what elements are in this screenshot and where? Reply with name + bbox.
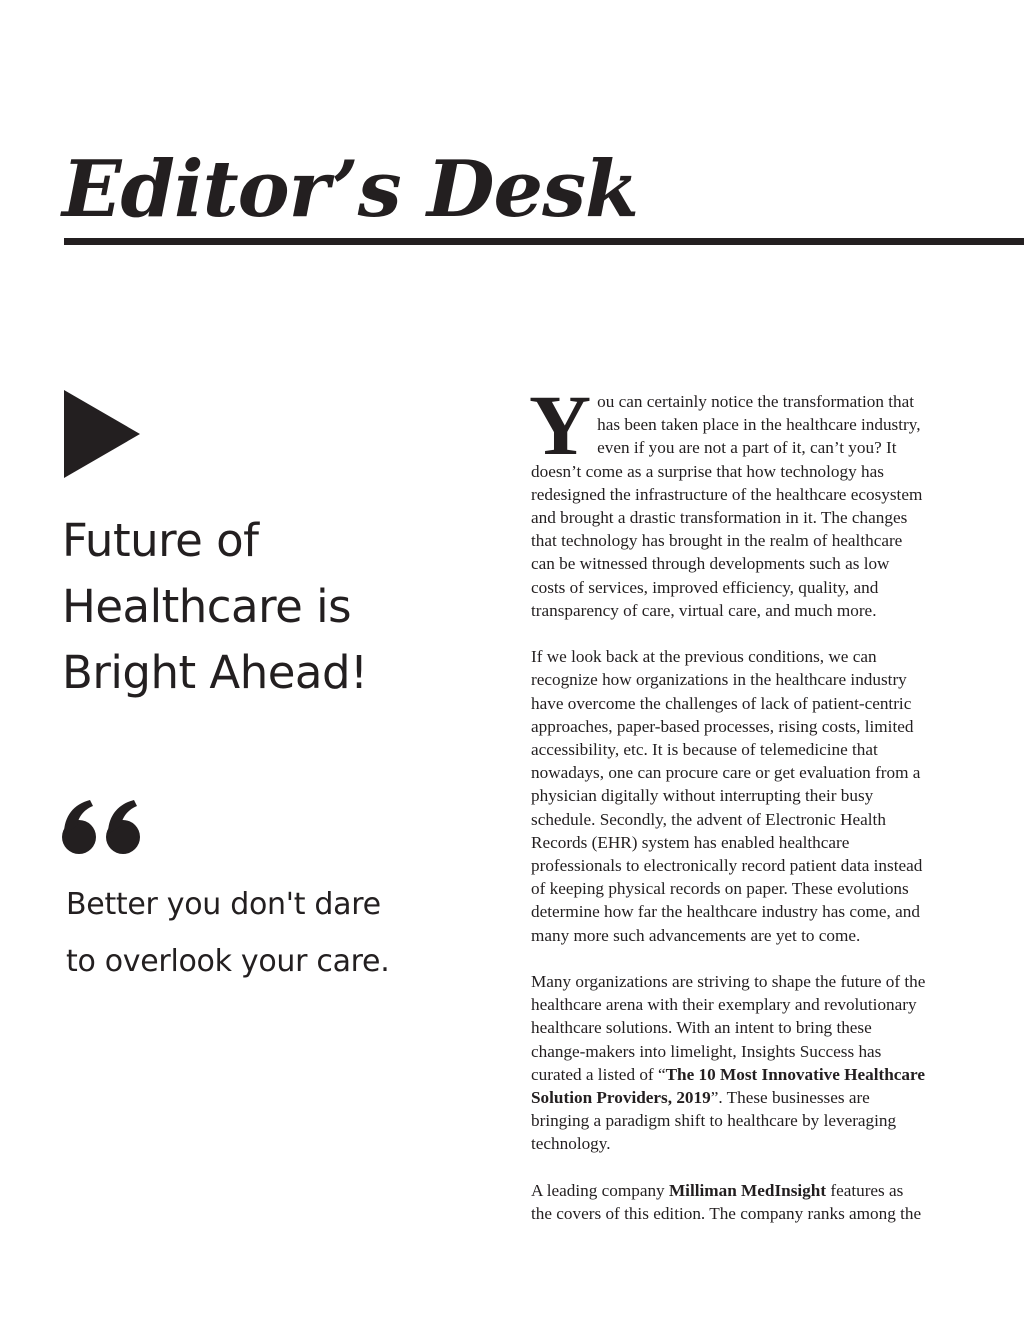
text-line <box>531 1179 965 1202</box>
text-segment: curated a listed of “ <box>531 1064 666 1084</box>
text-line: bringing a paradigm shift to healthcare by leveraging <box>531 1111 897 1131</box>
article-paragraph <box>531 1179 965 1225</box>
text-line: transparency of care, virtual care, and much more. <box>531 600 877 620</box>
text-line: accessibility, etc. It is because of telemedicine that <box>531 740 878 760</box>
text-line: of keeping physical records on paper. These evolutions <box>531 879 909 899</box>
quote-line: to overlook your care. <box>66 944 390 979</box>
article-paragraph <box>531 970 965 1156</box>
text-line: even if you are not a part of it, can’t you? It <box>597 438 897 458</box>
play-triangle-icon <box>64 390 140 478</box>
headline-line: Future of <box>62 514 259 567</box>
text-line: healthcare solutions. With an intent to bring these <box>531 1018 872 1038</box>
text-line: change-makers into limelight, Insights Success has <box>531 1041 882 1061</box>
text-line: the covers of this edition. The company ranks among the <box>531 1204 922 1224</box>
list-title-bold: Solution Providers, 2019 <box>531 1088 711 1108</box>
page-title: Editor’s Desk <box>62 144 639 235</box>
title-divider <box>64 238 1024 245</box>
text-segment: ”. These businesses are <box>710 1088 870 1108</box>
text-line: that technology has brought in the realm of healthcare <box>531 531 903 551</box>
text-line: can be witnessed through developments such as low <box>531 554 890 574</box>
text-line: Many organizations are striving to shape the future of the <box>531 972 926 992</box>
text-line: nowadays, one can procure care or get evaluation from a <box>531 763 921 783</box>
text-line: ou can certainly notice the transformation that <box>597 392 915 411</box>
article-paragraph <box>529 377 965 622</box>
text-line: has been taken place in the healthcare industry, <box>597 415 921 435</box>
text-line: costs of services, improved efficiency, quality, and <box>531 577 879 597</box>
headline-line: Healthcare is <box>62 580 352 633</box>
text-line: many more such advancements are yet to come. <box>531 925 861 945</box>
text-line: schedule. Secondly, the advent of Electronic Health <box>531 809 886 829</box>
text-line <box>531 1063 965 1086</box>
text-segment: features as <box>826 1180 904 1200</box>
text-line: have overcome the challenges of lack of patient-centric <box>531 693 912 713</box>
headline-line: Bright Ahead! <box>62 646 368 699</box>
text-line: Records (EHR) system has enabled healthcare <box>531 832 850 852</box>
text-line: healthcare arena with their exemplary and revolutionary <box>531 995 917 1015</box>
text-line: If we look back at the previous conditions, we can <box>531 647 877 667</box>
text-line: doesn’t come as a surprise that how technology has <box>531 461 884 481</box>
text-line: recognize how organizations in the healthcare industry <box>531 670 907 690</box>
text-line: professionals to electronically record patient data instead <box>531 856 923 876</box>
text-segment: A leading company <box>531 1180 669 1200</box>
quote-line: Better you don't dare <box>66 887 381 922</box>
list-title-bold: The 10 Most Innovative Healthcare <box>665 1064 925 1084</box>
article-body <box>529 377 965 1248</box>
sidebar-headline <box>62 508 482 706</box>
text-line: approaches, paper-based processes, rising costs, limited <box>531 716 914 736</box>
text-line: determine how far the healthcare industry has come, and <box>531 902 920 922</box>
text-line: redesigned the infrastructure of the healthcare ecosystem <box>531 484 923 504</box>
text-line: technology. <box>531 1134 611 1154</box>
quotation-mark-icon <box>62 800 142 856</box>
text-line: physician digitally without interrupting their busy <box>531 786 874 806</box>
text-line <box>531 1086 965 1109</box>
text-line: and brought a drastic transformation in it. The changes <box>531 508 908 528</box>
pull-quote <box>66 876 466 990</box>
company-name-bold: Milliman MedInsight <box>668 1180 827 1200</box>
drop-cap: Y <box>529 377 592 473</box>
article-paragraph <box>531 645 965 947</box>
